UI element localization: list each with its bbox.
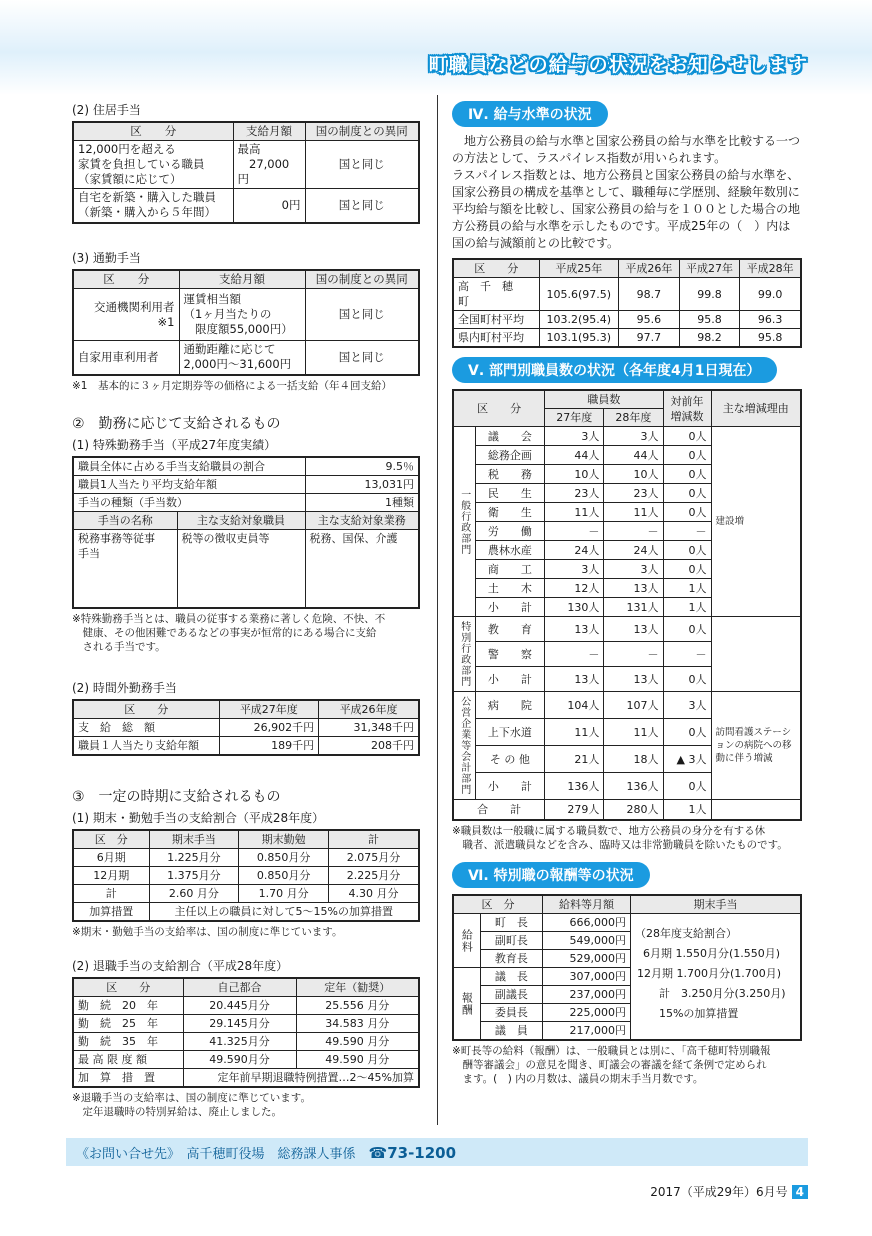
retire-title: (2) 退職手当の支給割合（平成28年度） xyxy=(72,959,289,973)
col-header: 平成28年 xyxy=(740,259,801,278)
table-cell: 2.075月分 xyxy=(329,849,420,867)
duty-summary-table xyxy=(72,456,420,609)
table-cell: 衛 生 xyxy=(475,503,545,522)
table-cell: 町 長 xyxy=(480,914,542,932)
table-cell: 0人 xyxy=(663,427,711,446)
table-cell: そ の 他 xyxy=(475,746,545,773)
table-cell: 0人 xyxy=(663,719,711,746)
col-header: 主な支給対象業務 xyxy=(305,512,419,530)
col-header: 平成26年度 xyxy=(319,700,419,719)
table-cell: 主任以上の職員に対して5～15%の加算措置 xyxy=(149,903,419,922)
table-cell: 107人 xyxy=(604,692,663,719)
periodic-table xyxy=(72,829,420,922)
table-cell: 1.225月分 xyxy=(149,849,239,867)
col-header: 定年（勧奨） xyxy=(296,978,419,997)
page-title: 町職員などの給与の状況をお知らせします xyxy=(428,54,808,76)
table-cell: 3人 xyxy=(604,427,663,446)
duty-title: (1) 特殊勤務手当（平成27年度実績） xyxy=(72,438,277,452)
table-cell: 9.5％ xyxy=(305,457,419,476)
table-cell: 237,000円 xyxy=(542,986,630,1004)
special-heading: Ⅵ. 特別職の報酬等の状況 xyxy=(452,862,650,888)
table-cell: 104人 xyxy=(545,692,604,719)
table-cell: 95.8 xyxy=(679,311,740,329)
col-header: 区 分 xyxy=(73,978,183,997)
table-cell: 教 育 xyxy=(475,617,545,642)
table-cell: 105.6(97.5) xyxy=(539,278,619,311)
table-cell: 0人 xyxy=(663,773,711,800)
table-cell: 280人 xyxy=(604,800,663,820)
col-header: 区 分 xyxy=(73,830,149,849)
periodic-note: ※期末・勤勉手当の支給率は、国の制度に準じています。 xyxy=(72,926,343,938)
table-cell: 10人 xyxy=(604,465,663,484)
level-heading: Ⅳ. 給与水準の状況 xyxy=(452,101,608,127)
col-header: 期末手当 xyxy=(630,895,801,914)
commute-table xyxy=(72,269,420,376)
col-header: 区 分 xyxy=(453,895,542,914)
table-cell: 最高 27,000円 xyxy=(233,141,305,189)
staff-note: ※職員数は一般職に属する職員数で、地方公務員の身分を有する休 職者、派遣職員などを含み、臨時又は非常勤職員を除いたものです。 xyxy=(452,824,788,851)
contact-footer xyxy=(66,1138,808,1166)
table-cell: 95.8 xyxy=(740,329,801,348)
table-cell: 0人 xyxy=(663,465,711,484)
table-cell: 農林水産 xyxy=(475,541,545,560)
table-cell: 26,902千円 xyxy=(219,719,319,737)
table-cell: 0.850月分 xyxy=(239,849,329,867)
table-cell: － xyxy=(545,642,604,667)
table-cell: 労 働 xyxy=(475,522,545,541)
col-header: 平成27年 xyxy=(679,259,740,278)
table-cell: 549,000円 xyxy=(542,932,630,950)
table-cell: 11人 xyxy=(545,719,604,746)
table-cell: 131人 xyxy=(604,598,663,617)
table-cell: 98.7 xyxy=(619,278,680,311)
table-cell: 11人 xyxy=(604,503,663,522)
overtime-title: (2) 時間外勤務手当 xyxy=(72,681,177,695)
table-cell: 18人 xyxy=(604,746,663,773)
table-cell: 税等の徴収吏員等 xyxy=(177,530,305,608)
reason-cell: 建設増 xyxy=(711,427,801,617)
table-cell: 44人 xyxy=(604,446,663,465)
periodic-heading: ③ 一定の時期に支給されるもの xyxy=(72,789,281,805)
commute-section xyxy=(72,249,420,393)
table-cell: － xyxy=(545,522,604,541)
table-cell: 2.60 月分 xyxy=(149,885,239,903)
table-cell: 279人 xyxy=(545,800,604,820)
table-cell: 0人 xyxy=(663,484,711,503)
table-cell: 総務企画 xyxy=(475,446,545,465)
housing-table xyxy=(72,121,420,224)
table-cell: 交通機関利用者 ※1 xyxy=(73,289,179,341)
table-cell: 1人 xyxy=(663,800,711,820)
table-cell: 加算措置 xyxy=(73,903,149,922)
page-number xyxy=(650,1183,808,1200)
table-cell: 13人 xyxy=(604,579,663,598)
table-cell: 29.145月分 xyxy=(183,1015,296,1033)
contact-phone: ☎73-1200 xyxy=(368,1144,457,1162)
col-header: 平成26年 xyxy=(619,259,680,278)
page-num-badge: 4 xyxy=(792,1185,808,1199)
table-cell: 税務、国保、介護 xyxy=(305,530,419,608)
table-cell: 自宅を新築・購入した職員 （新築・購入から５年間） xyxy=(73,189,233,223)
table-cell: － xyxy=(604,522,663,541)
retire-table xyxy=(72,977,420,1088)
col-header: 27年度 xyxy=(545,409,604,427)
col-header: 国の制度との異同 xyxy=(305,270,419,289)
table-cell: 議 員 xyxy=(480,1022,542,1041)
col-header: 区 分 xyxy=(73,700,219,719)
table-cell: 99.0 xyxy=(740,278,801,311)
level-section xyxy=(452,101,802,348)
column-divider xyxy=(437,95,438,1125)
col-header: 国の制度との異同 xyxy=(305,122,419,141)
table-cell: 225,000円 xyxy=(542,1004,630,1022)
staff-section xyxy=(452,357,802,852)
table-cell: 1人 xyxy=(663,598,711,617)
table-cell: 136人 xyxy=(604,773,663,800)
group-label: 一般行政部門 xyxy=(453,427,475,617)
table-cell: 副議長 xyxy=(480,986,542,1004)
table-cell: 23人 xyxy=(604,484,663,503)
table-cell: 職員1人当たり平均支給年額 xyxy=(73,476,305,494)
table-cell: 12人 xyxy=(545,579,604,598)
table-cell: 103.2(95.4) xyxy=(539,311,619,329)
contact-label: 《お問い合せ先》 高千穂町役場 総務課人事係 xyxy=(76,1147,369,1162)
table-cell: 国と同じ xyxy=(305,289,419,341)
table-cell: 勤 続 20 年 xyxy=(73,997,183,1015)
table-cell: 24人 xyxy=(545,541,604,560)
table-cell: 13人 xyxy=(604,617,663,642)
table-cell: 97.7 xyxy=(619,329,680,348)
bonus-line: （28年度支給割合） xyxy=(634,927,737,940)
col-header: 主な増減理由 xyxy=(711,390,801,427)
table-cell: 44人 xyxy=(545,446,604,465)
table-cell: 130人 xyxy=(545,598,604,617)
table-cell: 土 木 xyxy=(475,579,545,598)
col-header: 区 分 xyxy=(453,259,539,278)
table-cell: 0人 xyxy=(663,541,711,560)
commute-note: ※1 基本的に３ヶ月定期券等の価格による一括支給（年４回支給） xyxy=(72,379,392,392)
total-label: 合 計 xyxy=(453,800,545,820)
col-header: 区 分 xyxy=(453,390,545,427)
table-cell: 運賃相当額 （1ヶ月当たりの 限度額55,000円） xyxy=(179,289,305,341)
table-cell: 職員全体に占める手当支給職員の割合 xyxy=(73,457,305,476)
table-cell: 1.70 月分 xyxy=(239,885,329,903)
table-cell: 0人 xyxy=(663,667,711,692)
table-cell: 12月期 xyxy=(73,867,149,885)
table-cell: 12,000円を超える 家賃を負担している職員 （家賃額に応じて） xyxy=(73,141,233,189)
table-cell: 上下水道 xyxy=(475,719,545,746)
bonus-cell xyxy=(630,914,801,1041)
bonus-line: 15%の加算措置 xyxy=(658,1007,739,1020)
table-cell: 警 察 xyxy=(475,642,545,667)
table-cell: 307,000円 xyxy=(542,968,630,986)
col-header: 対前年 増減数 xyxy=(663,390,711,427)
table-cell: 49.590 月分 xyxy=(296,1051,419,1069)
table-cell: 24人 xyxy=(604,541,663,560)
header-background xyxy=(0,0,872,95)
table-cell: 208千円 xyxy=(319,737,419,756)
table-cell: 1人 xyxy=(663,579,711,598)
table-cell: 98.2 xyxy=(679,329,740,348)
table-cell: 加 算 措 置 xyxy=(73,1069,183,1088)
table-cell: 自家用車利用者 xyxy=(73,341,179,375)
table-cell: 定年前早期退職特例措置…2～45%加算 xyxy=(183,1069,419,1088)
table-cell: 勤 続 35 年 xyxy=(73,1033,183,1051)
table-cell: 商 工 xyxy=(475,560,545,579)
table-cell: 13人 xyxy=(545,617,604,642)
laspeyres-table xyxy=(452,258,802,348)
table-cell: 4.30 月分 xyxy=(329,885,420,903)
table-cell: 通勤距離に応じて 2,000円～31,600円 xyxy=(179,341,305,375)
table-cell: 教育長 xyxy=(480,950,542,968)
table-cell: 職員１人当たり支給年額 xyxy=(73,737,219,756)
table-cell: 189千円 xyxy=(219,737,319,756)
table-cell: － xyxy=(663,642,711,667)
col-header: 平成25年 xyxy=(539,259,619,278)
col-header: 主な支給対象職員 xyxy=(177,512,305,530)
table-cell: 96.3 xyxy=(740,311,801,329)
group-label: 給料 xyxy=(453,914,480,968)
duty-heading: ② 勤務に応じて支給されるもの xyxy=(72,416,281,432)
table-cell: 国と同じ xyxy=(305,141,419,189)
table-cell: 11人 xyxy=(545,503,604,522)
table-row xyxy=(453,427,801,446)
table-cell: 全国町村平均 xyxy=(453,311,539,329)
special-table xyxy=(452,894,802,1041)
table-cell: 国と同じ xyxy=(305,341,419,375)
overtime-section xyxy=(72,679,420,756)
table-row xyxy=(453,692,801,719)
group-label: 特別行政部門 xyxy=(453,617,475,692)
table-cell: 1.375月分 xyxy=(149,867,239,885)
col-header: 支給月額 xyxy=(233,122,305,141)
table-cell: 病 院 xyxy=(475,692,545,719)
table-cell: 0人 xyxy=(663,617,711,642)
duty-section xyxy=(72,413,420,654)
table-cell: 34.583 月分 xyxy=(296,1015,419,1033)
col-header: 期末勤勉 xyxy=(239,830,329,849)
table-cell: 3人 xyxy=(663,692,711,719)
table-cell: 13人 xyxy=(604,667,663,692)
table-cell: 3人 xyxy=(545,427,604,446)
special-section xyxy=(452,862,802,1086)
table-cell: 11人 xyxy=(604,719,663,746)
table-cell: 49.590月分 xyxy=(183,1051,296,1069)
table-cell: 529,000円 xyxy=(542,950,630,968)
table-cell: 41.325月分 xyxy=(183,1033,296,1051)
table-cell: 103.1(95.3) xyxy=(539,329,619,348)
col-header: 手当の名称 xyxy=(73,512,177,530)
table-cell: 6月期 xyxy=(73,849,149,867)
table-cell: 国と同じ xyxy=(305,189,419,223)
table-cell: 小 計 xyxy=(475,598,545,617)
table-cell: 13,031円 xyxy=(305,476,419,494)
periodic-title: (1) 期末・勤勉手当の支給割合（平成28年度） xyxy=(72,811,325,825)
housing-title: (2) 住居手当 xyxy=(72,103,141,117)
col-header: 区 分 xyxy=(73,270,179,289)
housing-section xyxy=(72,101,420,224)
level-text: 地方公務員の給与水準と国家公務員の給与水準を比較する一つの方法として、ラスパイレス指数が用いられます。 ラスパイレス指数とは、地方公務員と国家公務員の給与水準を、国家公務員の構成を基準として、職種毎に学歴別、経験年数別に平均給与額を比較し、国家公務員の給与を１００とした場合の地方公務員の給与水準を示したものです。平成25年の（ ）内は国の給与減額前との比較です。 xyxy=(452,134,801,250)
bonus-line: 計 3.250月分(3.250月) xyxy=(658,987,786,1000)
periodic-section xyxy=(72,786,420,939)
table-cell: 議 会 xyxy=(475,427,545,446)
table-cell: ▲ 3人 xyxy=(663,746,711,773)
table-cell: 0.850月分 xyxy=(239,867,329,885)
issue-label: 2017（平成29年）6月号 xyxy=(650,1185,788,1199)
retire-note: ※退職手当の支給率は、国の制度に準じています。 定年退職時の特別昇給は、廃止しました。 xyxy=(72,1092,311,1118)
table-cell: － xyxy=(663,522,711,541)
table-cell: 民 生 xyxy=(475,484,545,503)
table-cell: 勤 続 25 年 xyxy=(73,1015,183,1033)
table-cell xyxy=(711,800,801,820)
table-cell: 計 xyxy=(73,885,149,903)
table-cell: 3人 xyxy=(604,560,663,579)
overtime-table xyxy=(72,699,420,756)
table-cell: 217,000円 xyxy=(542,1022,630,1041)
staff-table xyxy=(452,389,802,821)
bonus-line: 12月期 1.700月分(1.700月) xyxy=(636,967,782,980)
table-cell: 23人 xyxy=(545,484,604,503)
table-cell: 1種類 xyxy=(305,494,419,512)
table-cell: 95.6 xyxy=(619,311,680,329)
col-header: 職員数 xyxy=(545,390,663,409)
col-header: 平成27年度 xyxy=(219,700,319,719)
staff-heading: Ⅴ. 部門別職員数の状況（各年度4月1日現在） xyxy=(452,357,777,383)
table-cell: 副町長 xyxy=(480,932,542,950)
col-header: 支給月額 xyxy=(179,270,305,289)
col-header: 区 分 xyxy=(73,122,233,141)
commute-title: (3) 通勤手当 xyxy=(72,251,141,265)
special-note: ※町長等の給料（報酬）は、一般職員とは別に、「高千穂町特別職報 酬等審議会」の意見を聞き、町議会の審議を経て条例で定められ ます。( ) 内の月数は、議員の期末手当月数です。 xyxy=(452,1045,771,1085)
table-cell: 委員長 xyxy=(480,1004,542,1022)
table-cell: 25.556 月分 xyxy=(296,997,419,1015)
table-cell: 手当の種類（手当数） xyxy=(73,494,305,512)
bonus-line: 6月期 1.550月分(1.550月) xyxy=(642,947,781,960)
table-cell: 議 長 xyxy=(480,968,542,986)
table-cell: 99.8 xyxy=(679,278,740,311)
table-row xyxy=(453,617,801,642)
table-cell: 136人 xyxy=(545,773,604,800)
table-cell: 31,348千円 xyxy=(319,719,419,737)
table-cell: 小 計 xyxy=(475,773,545,800)
table-cell: 13人 xyxy=(545,667,604,692)
table-cell: 税務事務等従事 手当 xyxy=(73,530,177,608)
table-cell: 県内町村平均 xyxy=(453,329,539,348)
table-cell: 21人 xyxy=(545,746,604,773)
table-cell: － xyxy=(604,642,663,667)
col-header: 給料等月額 xyxy=(542,895,630,914)
duty-note: ※特殊勤務手当とは、職員の従事する業務に著しく危険、不快、不 健康、その他困難であるなどの事実が恒常的にある場合に支給 される手当です。 xyxy=(72,612,386,653)
table-cell: 666,000円 xyxy=(542,914,630,932)
reason-cell: 訪問看護ステーションの病院への移動に伴う増減 xyxy=(711,692,801,800)
table-cell: 小 計 xyxy=(475,667,545,692)
group-label: 報酬 xyxy=(453,968,480,1041)
retire-section xyxy=(72,957,420,1119)
table-cell: 2.225月分 xyxy=(329,867,420,885)
table-cell: 最 高 限 度 額 xyxy=(73,1051,183,1069)
table-cell: 高 千 穂 町 xyxy=(453,278,539,311)
table-cell: 税 務 xyxy=(475,465,545,484)
col-header: 28年度 xyxy=(604,409,663,427)
table-cell: 3人 xyxy=(545,560,604,579)
table-cell: 0人 xyxy=(663,446,711,465)
col-header: 自己都合 xyxy=(183,978,296,997)
table-cell: 49.590 月分 xyxy=(296,1033,419,1051)
group-label: 公営企業等会計部門 xyxy=(453,692,475,800)
reason-cell xyxy=(711,617,801,692)
table-cell: 0円 xyxy=(233,189,305,223)
table-cell: 0人 xyxy=(663,503,711,522)
table-cell: 支 給 総 額 xyxy=(73,719,219,737)
table-cell: 20.445月分 xyxy=(183,997,296,1015)
col-header: 期末手当 xyxy=(149,830,239,849)
table-cell: 0人 xyxy=(663,560,711,579)
col-header: 計 xyxy=(329,830,420,849)
table-cell: 10人 xyxy=(545,465,604,484)
